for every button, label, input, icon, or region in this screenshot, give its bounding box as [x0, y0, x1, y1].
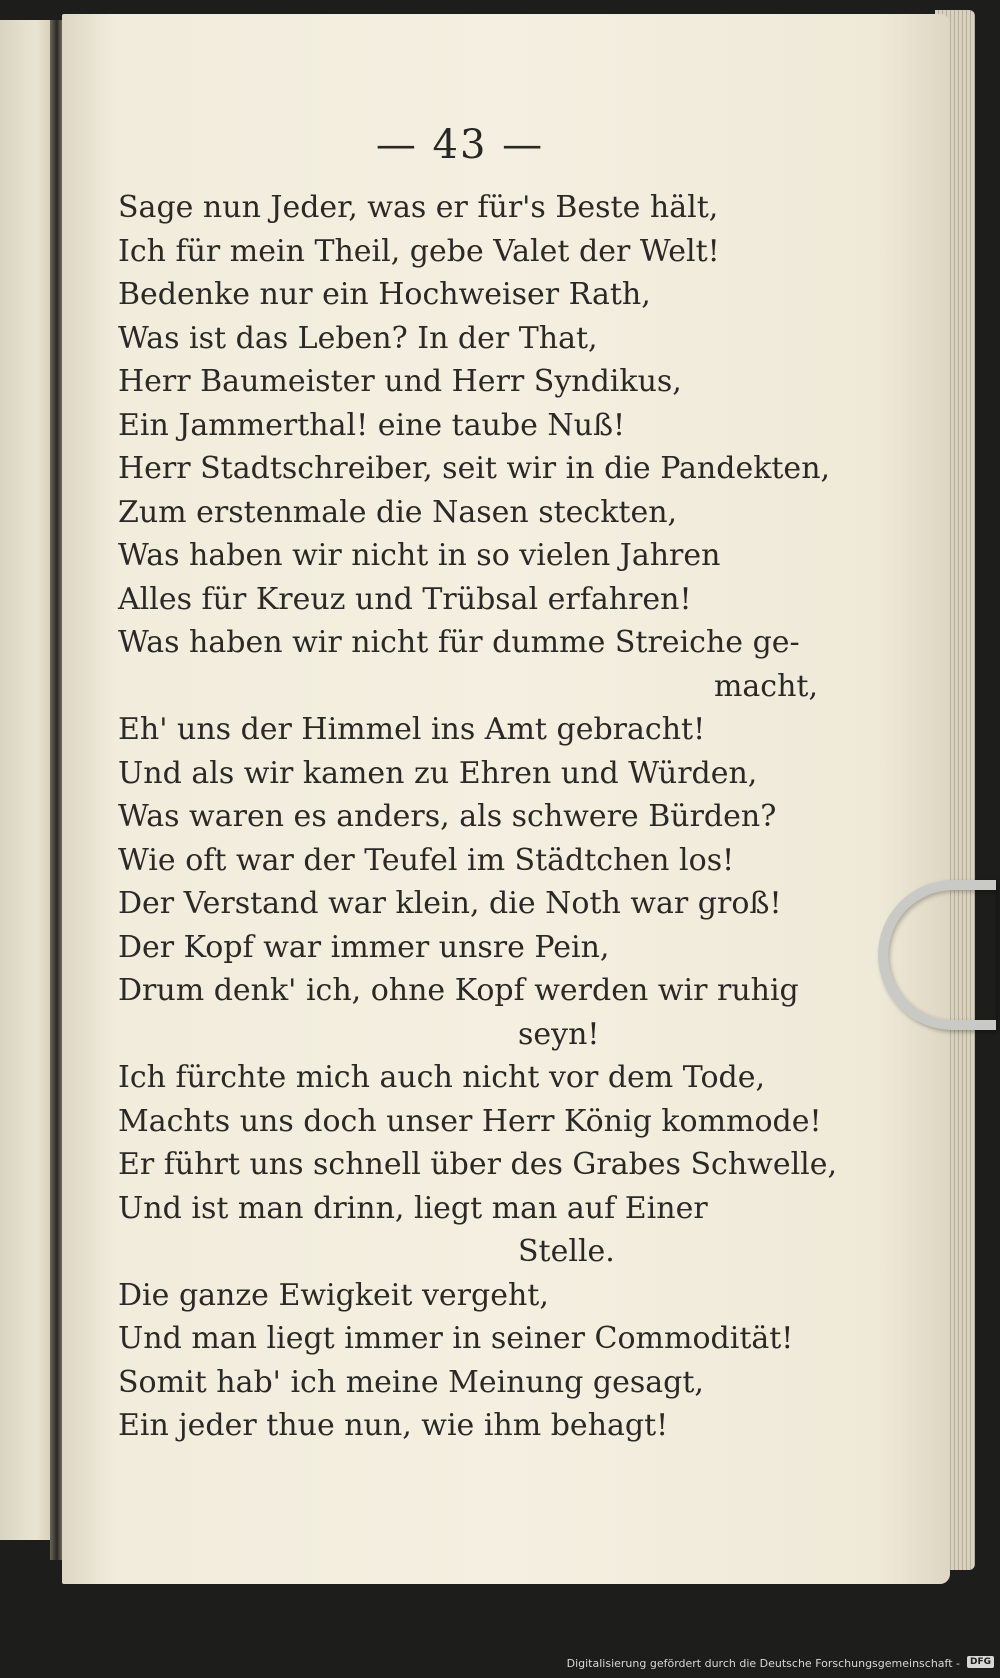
- poem-line: Herr Baumeister und Herr Syndikus,: [118, 364, 682, 399]
- poem-line: Somit hab' ich meine Meinung gesagt,: [118, 1364, 704, 1400]
- poem-line: Er führt uns schnell über des Grabes Schwelle,: [118, 1147, 838, 1182]
- poem-line: Drum denk' ich, ohne Kopf werden wir ruhig: [118, 973, 799, 1008]
- poem-line: Und man liegt immer in seiner Commodität!: [118, 1321, 794, 1356]
- poem-line-continuation: Stelle.: [518, 1234, 615, 1269]
- poem-line: Alles für Kreuz und Trübsal erfahren!: [118, 581, 692, 617]
- poem-line: Ich für mein Theil, gebe Valet der Welt!: [118, 233, 720, 269]
- poem-line: Und als wir kamen zu Ehren und Würden,: [118, 755, 758, 791]
- poem-line: Ich fürchte mich auch nicht vor dem Tode,: [118, 1060, 766, 1095]
- poem-line: Eh' uns der Himmel ins Amt gebracht!: [118, 712, 706, 747]
- poem-line: Der Kopf war immer unsre Pein,: [118, 929, 610, 965]
- poem-line: Machts uns doch unser Herr König kommode!: [118, 1103, 822, 1139]
- poem-line: Herr Stadtschreiber, seit wir in die Pandekten,: [118, 451, 831, 486]
- poem-line-continuation: seyn!: [518, 1016, 600, 1052]
- poem-line: Was haben wir nicht für dumme Streiche ge-: [118, 625, 800, 660]
- digitization-credit: Digitalisierung gefördert durch die Deutsche Forschungsgemeinschaft -: [0, 1650, 1000, 1678]
- poem-line: Was ist das Leben? In der That,: [118, 320, 598, 356]
- page-number: — 43 —: [375, 122, 545, 168]
- poem-line: Ein jeder thue nun, wie ihm behagt!: [118, 1408, 669, 1443]
- poem-line: Was waren es anders, als schwere Bürden?: [118, 799, 777, 834]
- poem-line: Wie oft war der Teufel im Städtchen los!: [118, 842, 735, 878]
- poem-line: Der Verstand war klein, die Noth war groß!: [118, 886, 782, 921]
- poem-line: Und ist man drinn, liegt man auf Einer: [118, 1190, 708, 1226]
- poem-text: [118, 186, 838, 1448]
- poem-line: Ein Jammerthal! eine taube Nuß!: [118, 407, 626, 443]
- dfg-logo: DFG: [967, 1656, 994, 1668]
- poem-line: Sage nun Jeder, was er für's Beste hält,: [118, 190, 719, 225]
- poem-line: Die ganze Ewigkeit vergeht,: [118, 1277, 549, 1313]
- poem-line: Bedenke nur ein Hochweiser Rath,: [118, 277, 651, 312]
- poem-line: Zum erstenmale die Nasen steckten,: [118, 494, 678, 530]
- poem-line-continuation: macht,: [713, 668, 818, 704]
- poem-line: Was haben wir nicht in so vielen Jahren: [118, 538, 721, 573]
